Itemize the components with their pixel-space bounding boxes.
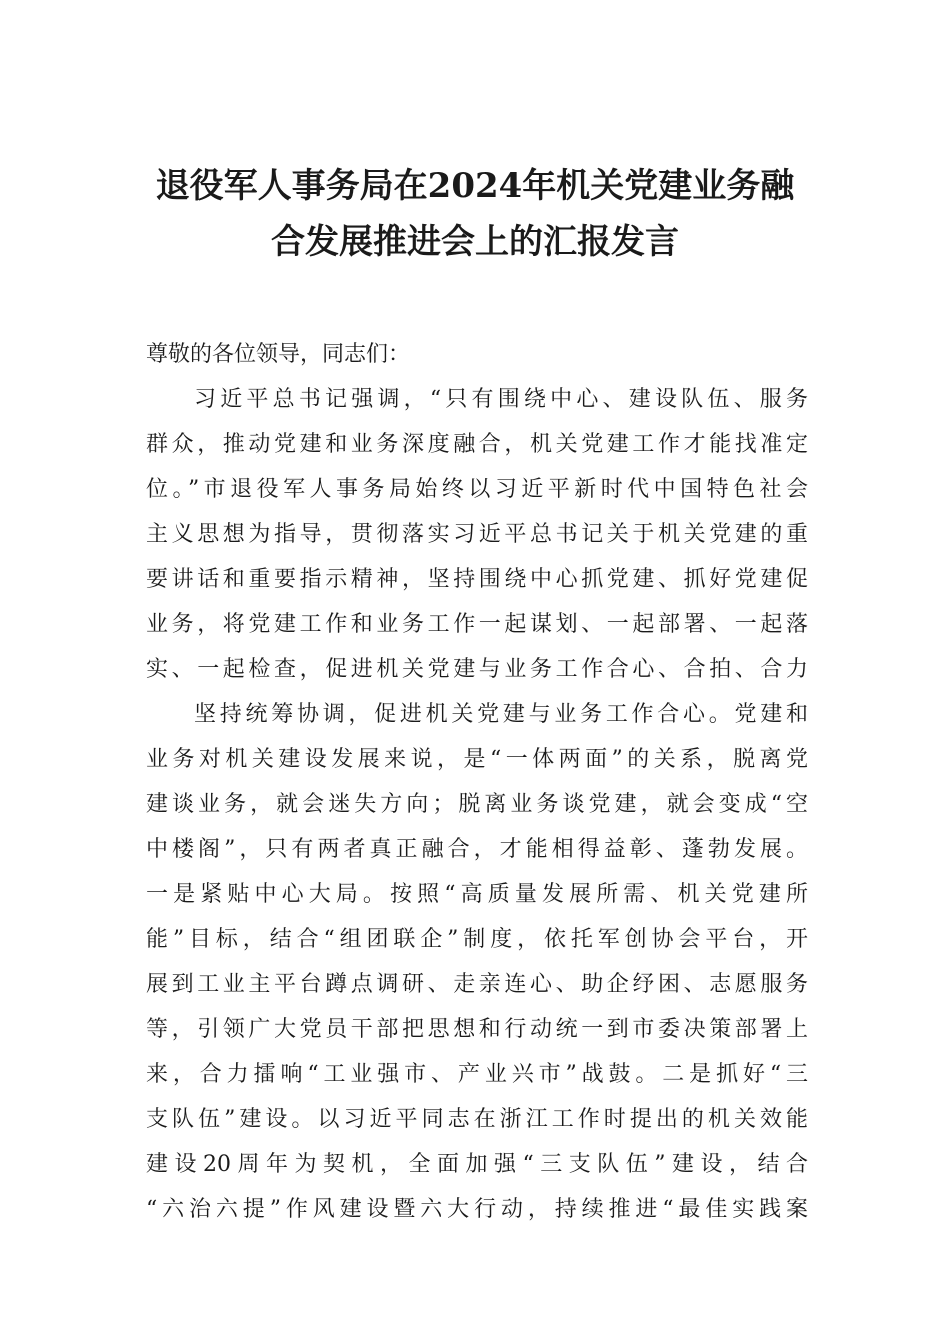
paragraph-line: 位。”市退役军人事务局始终以习近平新时代中国特色社会 <box>146 477 808 502</box>
paragraph-line: 业务对机关建设发展来说，是“一体两面”的关系，脱离党 <box>146 747 808 772</box>
paragraph-line: 要讲话和重要指示精神，坚持围绕中心抓党建、抓好党建促 <box>146 567 808 592</box>
paragraph-line: 支队伍”建设。以习近平同志在浙江工作时提出的机关效能 <box>146 1107 808 1132</box>
paragraph-line: “六治六提”作风建设暨六大行动，持续推进“最佳实践案 <box>146 1197 808 1222</box>
paragraph-line: 建设20周年为契机，全面加强“三支队伍”建设，结合 <box>146 1152 808 1177</box>
paragraph-line: 主义思想为指导，贯彻落实习近平总书记关于机关党建的重 <box>146 522 808 547</box>
paragraph-line: 一是紧贴中心大局。按照“高质量发展所需、机关党建所 <box>146 882 808 907</box>
paragraph-line: 能”目标，结合“组团联企”制度，依托军创协会平台，开 <box>146 927 808 952</box>
paragraph-line: 坚持统筹协调，促进机关党建与业务工作合心。党建和 <box>194 702 808 727</box>
paragraph-line: 业务，将党建工作和业务工作一起谋划、一起部署、一起落 <box>146 612 808 637</box>
paragraph-line: 来，合力擂响“工业强市、产业兴市”战鼓。二是抓好“三 <box>146 1062 808 1087</box>
paragraph-line: 群众，推动党建和业务深度融合，机关党建工作才能找准定 <box>146 432 808 457</box>
title-line-2: 合发展推进会上的汇报发言 <box>271 222 679 262</box>
paragraph-line: 实、一起检查，促进机关党建与业务工作合心、合拍、合力 <box>146 657 808 682</box>
paragraph-line: 建谈业务，就会迷失方向；脱离业务谈党建，就会变成“空 <box>146 792 808 817</box>
title-line-1: 退役军人事务局在2024年机关党建业务融 <box>155 166 795 206</box>
document-title <box>120 158 830 270</box>
salutation: 尊敬的各位领导，同志们： <box>146 342 411 367</box>
paragraph-line: 中楼阁”，只有两者真正融合，才能相得益彰、蓬勃发展。 <box>146 837 808 862</box>
paragraph-line: 展到工业主平台蹲点调研、走亲连心、助企纾困、志愿服务 <box>146 972 808 997</box>
paragraph-line: 等，引领广大党员干部把思想和行动统一到市委决策部署上 <box>146 1017 808 1042</box>
document-body <box>146 332 808 1232</box>
paragraph-line: 习近平总书记强调，“只有围绕中心、建设队伍、服务 <box>194 387 808 412</box>
